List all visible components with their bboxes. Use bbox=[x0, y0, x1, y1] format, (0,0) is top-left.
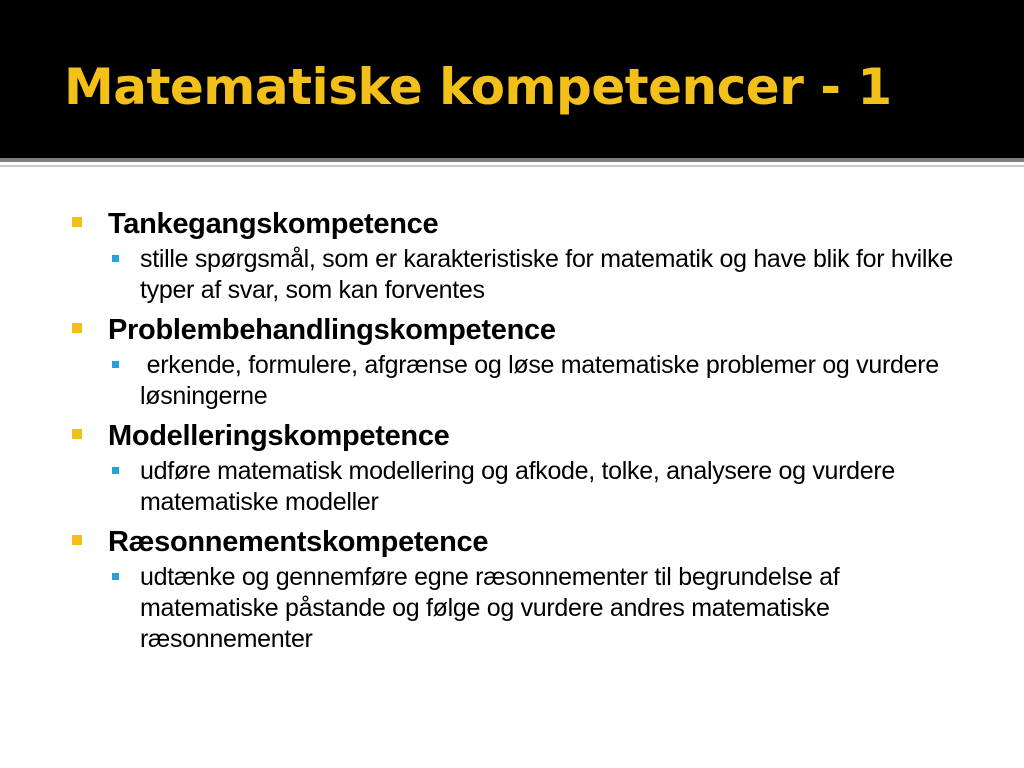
level1-bullet-row bbox=[72, 522, 992, 562]
list-item bbox=[72, 310, 992, 412]
bullet-list bbox=[72, 204, 992, 659]
square-bullet-icon bbox=[72, 429, 82, 439]
level2-bullet-row bbox=[112, 350, 992, 412]
level1-bullet-row bbox=[72, 204, 992, 244]
level1-bullet-row bbox=[72, 310, 992, 350]
competence-description: stille spørgsmål, som er karakteristiske for matematik og have blik for hvilke typer af svar, som kan forventes bbox=[140, 245, 953, 304]
competence-description: udtænke og gennemføre egne ræsonnementer til begrundelse af matematiske påstande og følge og vurdere andres matematiske ræsonnementer bbox=[140, 563, 840, 653]
square-bullet-icon bbox=[72, 323, 82, 333]
list-item bbox=[72, 416, 992, 518]
slide-title: Matematiske kompetencer - 1 bbox=[64, 58, 892, 116]
small-square-bullet-icon bbox=[112, 361, 119, 368]
competence-heading: Problembehandlingskompetence bbox=[108, 314, 556, 346]
level2-bullet-row bbox=[112, 244, 992, 306]
small-square-bullet-icon bbox=[112, 467, 119, 474]
title-divider-thin bbox=[0, 165, 1024, 167]
level1-bullet-row bbox=[72, 416, 992, 456]
title-band bbox=[0, 0, 1024, 158]
square-bullet-icon bbox=[72, 217, 82, 227]
level2-bullet-row bbox=[112, 562, 992, 655]
square-bullet-icon bbox=[72, 535, 82, 545]
title-divider bbox=[0, 158, 1024, 162]
level2-bullet-row bbox=[112, 456, 992, 518]
competence-heading: Modelleringskompetence bbox=[108, 420, 450, 452]
competence-heading: Tankegangskompetence bbox=[108, 208, 439, 240]
list-item bbox=[72, 204, 992, 306]
competence-description: udføre matematisk modellering og afkode, tolke, analysere og vurdere matematiske modeller bbox=[140, 457, 896, 516]
competence-description: erkende, formulere, afgrænse og løse matematiske problemer og vurdere løsningerne bbox=[140, 351, 946, 410]
small-square-bullet-icon bbox=[112, 573, 119, 580]
competence-heading: Ræsonnementskompetence bbox=[108, 526, 489, 558]
list-item bbox=[72, 522, 992, 655]
small-square-bullet-icon bbox=[112, 255, 119, 262]
